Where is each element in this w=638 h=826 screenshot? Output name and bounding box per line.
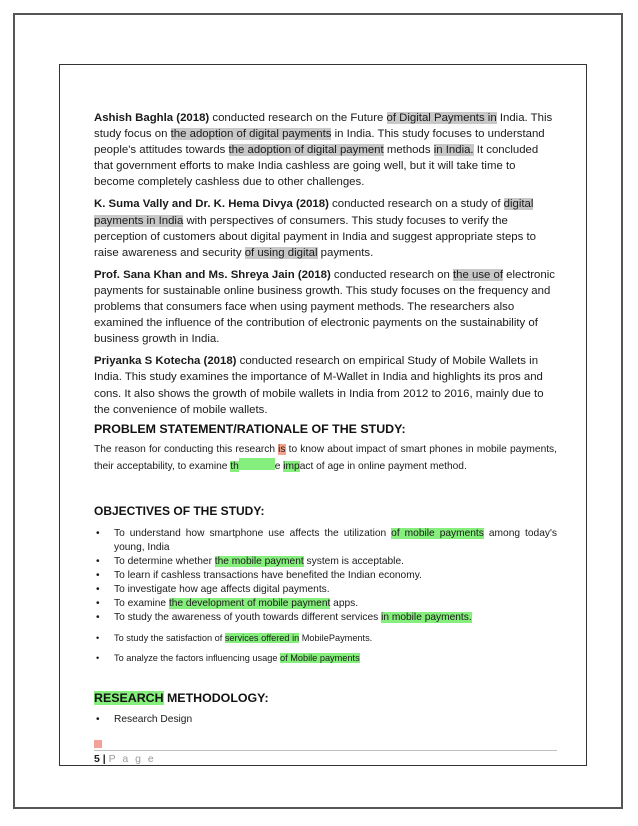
review-paragraph-khan: Prof. Sana Khan and Ms. Shreya Jain (2018) conducted research on the use of electronic payments for sustainable online business growth. This study focuses on the frequency and problems that consumers face when using payment methods. The researchers also examined the influence of the contribution of electronic payments on the sustainability of business growth in India. [94, 268, 555, 346]
document-body [94, 110, 557, 727]
list-item: • To analyze the factors influencing usage of Mobile payments [96, 652, 360, 663]
highlight: the adoption of digital payments [170, 128, 332, 141]
footer-divider [94, 750, 557, 751]
highlight: of Digital Payments in [386, 112, 497, 124]
list-item: • Research Design [96, 713, 193, 725]
list-item: • To investigate how age affects digital payments. [96, 583, 330, 595]
highlight: th [230, 460, 239, 472]
author-name: Priyanka S Kotecha (2018) [94, 355, 237, 368]
objectives-list [94, 527, 557, 665]
list-item: • To learn if cashless transactions have benefited the Indian economy. [96, 569, 422, 581]
highlight: services offered in [224, 632, 300, 643]
highlight: in India. [433, 144, 474, 157]
highlight: in mobile payments. [381, 611, 472, 623]
page-footer: 5 | P a g e [94, 753, 156, 765]
list-item: • To determine whether the mobile payment system is acceptable. [96, 555, 404, 567]
highlight: the mobile payment [214, 555, 304, 567]
highlight: the use of [452, 268, 504, 281]
highlight: of mobile payments [391, 527, 484, 539]
problem-statement-heading: PROBLEM STATEMENT/RATIONALE OF THE STUDY: [94, 421, 406, 436]
review-paragraph-baghla: Ashish Baghla (2018) conducted research on the Future of Digital Payments in India. This study focus on the adoption of digital payments in India. This study focuses to understand people's attitudes towards the adoption of digital payment methods in India. It concluded that government efforts to make India cashless are going well, but it will take time to become completely cashless due to other challenges. [94, 112, 553, 189]
highlight: RESEARCH [94, 690, 164, 705]
review-paragraph-vally: K. Suma Vally and Dr. K. Hema Divya (2018) conducted research on a study of digital payments in India with perspectives of consumers. This study focuses to verify the perception of customers about digital payment in India and suggest appropriate steps to raise awareness and security of using digital payments. [94, 198, 536, 259]
highlight: is [278, 443, 286, 455]
author-name: Ashish Baghla (2018) [94, 112, 210, 124]
highlight: imp [283, 460, 300, 472]
list-item: • To examine the development of mobile payment apps. [96, 597, 359, 609]
author-name: K. Suma Vally and Dr. K. Hema Divya (2018) [94, 198, 329, 211]
highlight: of using digital [244, 246, 318, 259]
highlight: the development of mobile payment [168, 597, 331, 609]
highlight: digital payments in India [94, 198, 534, 227]
review-paragraph-kotecha: Priyanka S Kotecha (2018) conducted research on empirical Study of Mobile Wallets in India. This study examines the importance of M-Wallet in India and highlights its pros and cons. It also shows the growth of mobile wallets in India from 2012 to 2016, mainly due to the convenience of mobile wallets. [94, 355, 544, 416]
highlight: the adoption of digital payment [228, 144, 384, 157]
list-item: • To understand how smartphone use affects the utilization of mobile payments among today's young, India [96, 527, 557, 553]
page-label: P a g e [108, 753, 156, 765]
methodology-heading: RESEARCH METHODOLOGY: [94, 690, 269, 705]
problem-statement-text: The reason for conducting this research is to know about impact of smart phones in mobile payments, their acceptability, to examine th e impact of age in online payment method. [94, 443, 557, 472]
page-number: 5 [94, 753, 100, 765]
objectives-heading: OBJECTIVES OF THE STUDY: [94, 503, 265, 518]
highlight-gap [239, 458, 275, 470]
highlight: of Mobile payments [280, 652, 360, 663]
list-item: • To study the awareness of youth towards different services in mobile payments. [96, 611, 472, 623]
annotation-mark [94, 740, 102, 748]
author-name: Prof. Sana Khan and Ms. Shreya Jain (2018) [94, 268, 331, 281]
methodology-list [94, 713, 557, 727]
list-item: • To study the satisfaction of services offered in MobilePayments. [96, 632, 373, 643]
